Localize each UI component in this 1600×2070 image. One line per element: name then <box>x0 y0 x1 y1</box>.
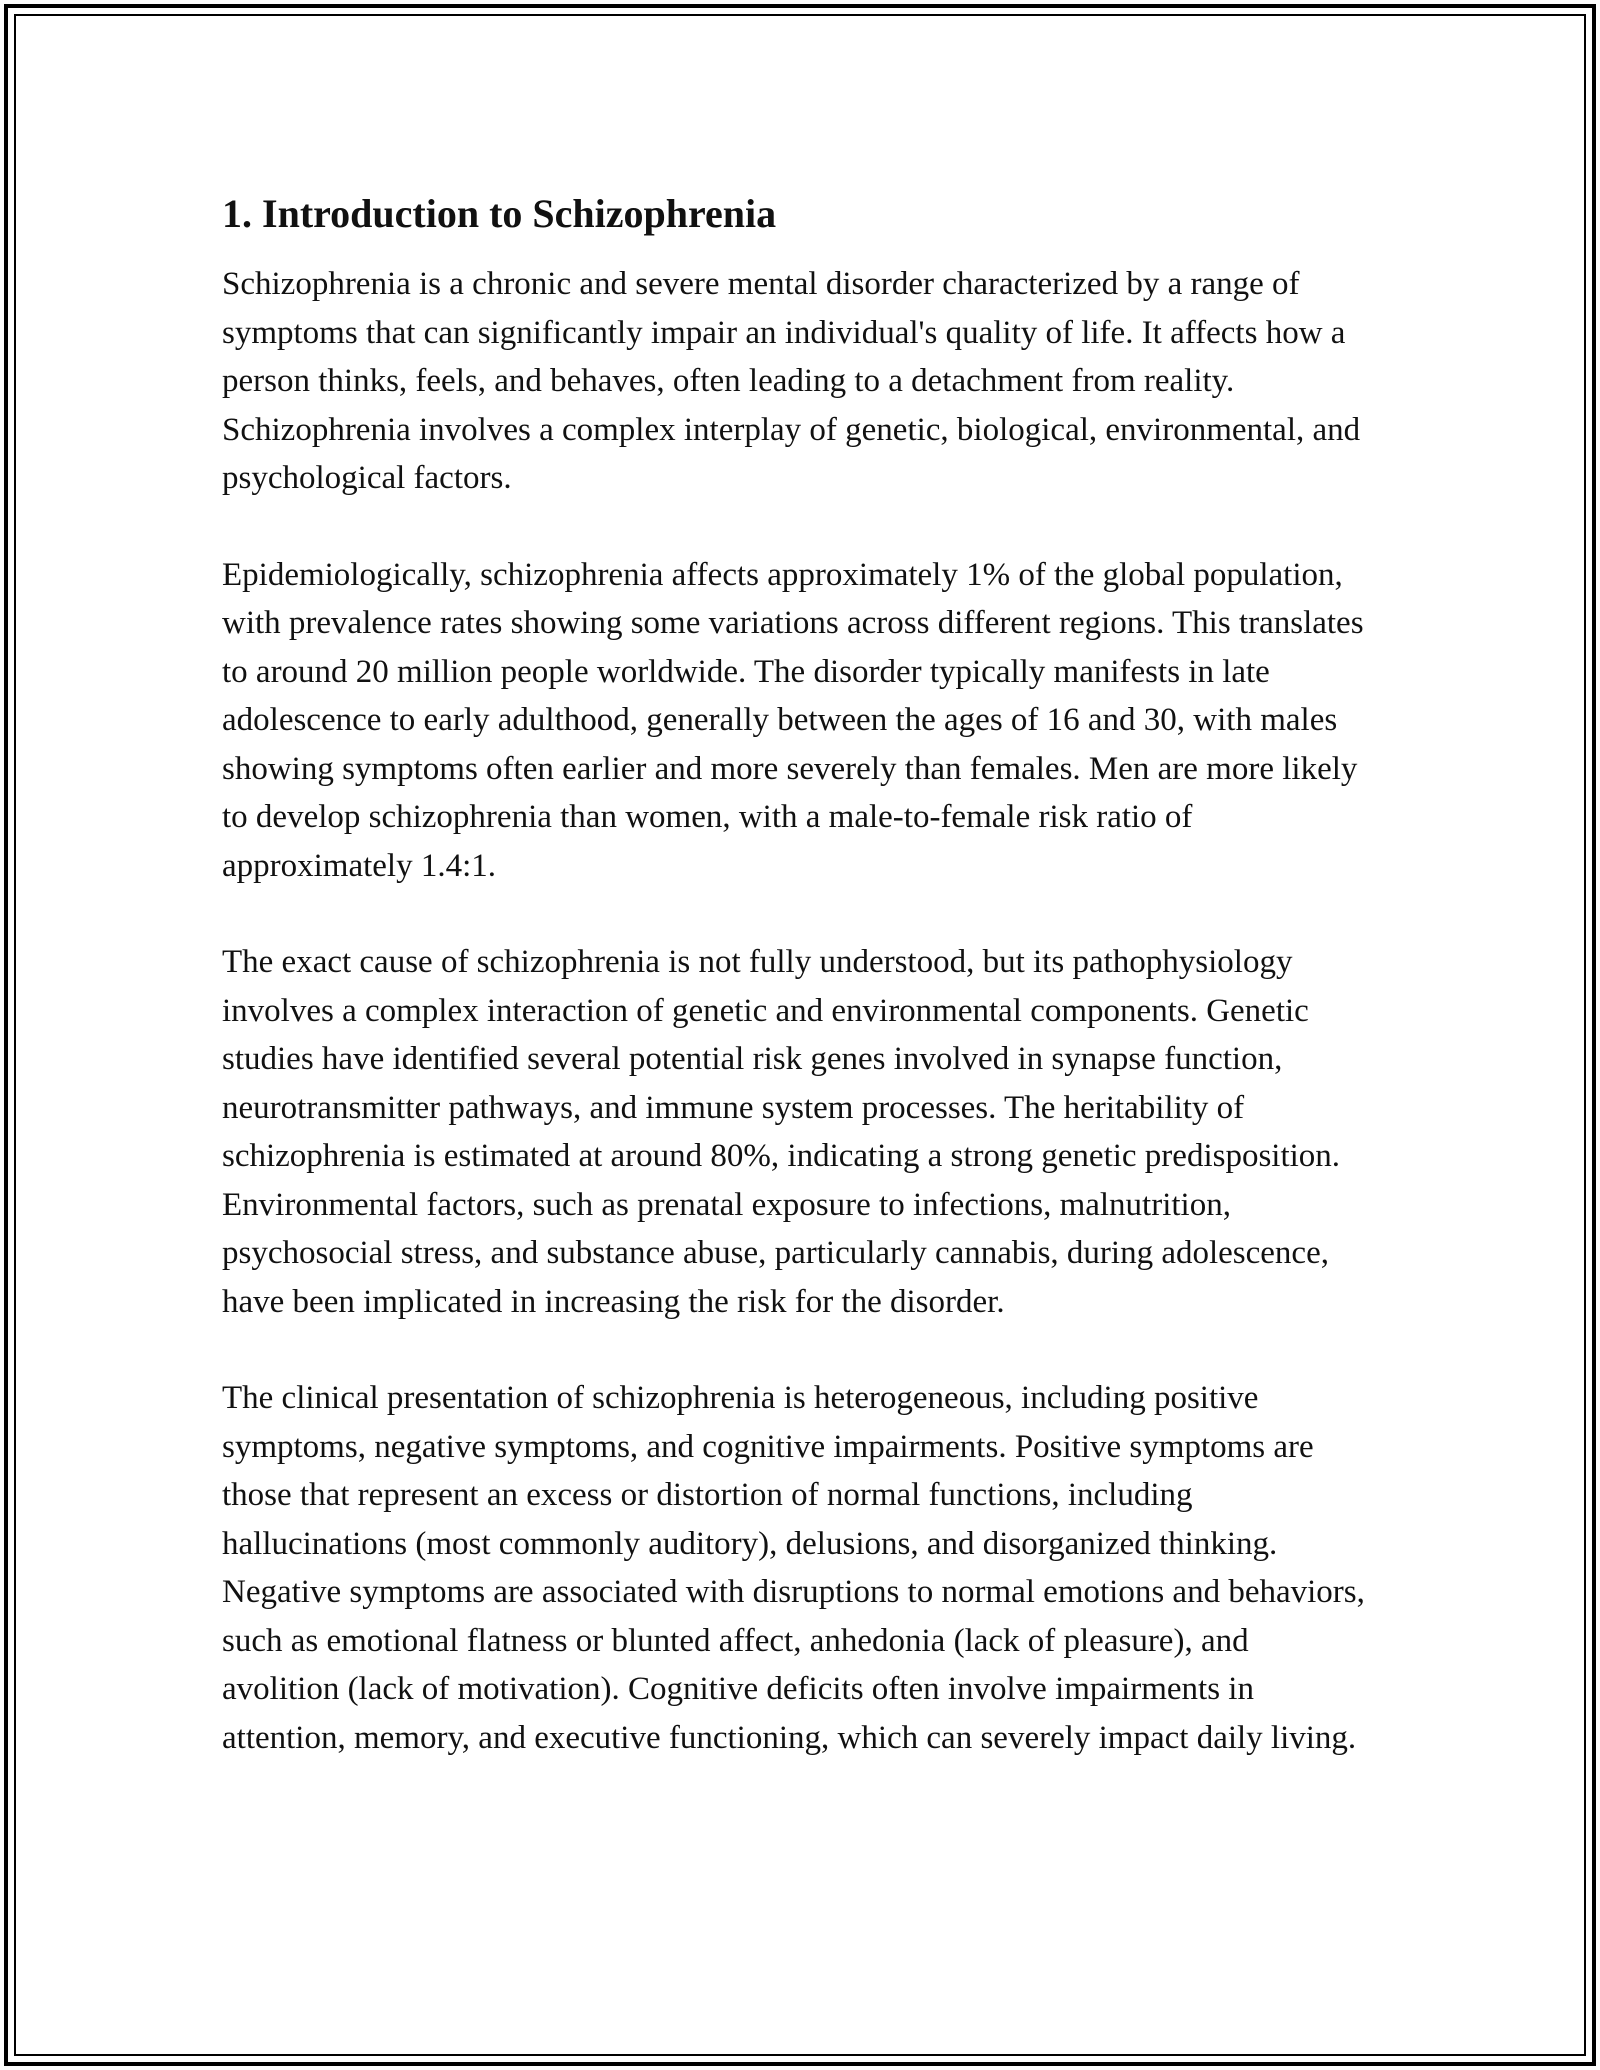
paragraph-clinical-presentation: The clinical presentation of schizophrenia is heterogeneous, including positive symptoms, negative symptoms, and cognitive impairments. Positive symptoms are those that represent an excess or distortion of normal functions, including hallucinations (most commonly auditory), delusions, and disorganized thinking. Negative symptoms are associated with disruptions to normal emotions and behaviors, such as emotional flatness or blunted affect, anhedonia (lack of pleasure), and avolition (lack of motivation). Cognitive deficits often involve impairments in attention, memory, and executive functioning, which can severely impact daily living. <box>222 1380 1365 1756</box>
section-heading: 1. Introduction to Schizophrenia <box>222 191 777 236</box>
document-body <box>222 188 1372 1810</box>
paragraph-definition: Schizophrenia is a chronic and severe mental disorder characterized by a range of symptoms that can significantly impair an individual's quality of life. It affects how a person thinks, feels, and behaves, often leading to a detachment from reality. Schizophrenia involves a complex interplay of genetic, biological, environmental, and psychological factors. <box>222 266 1361 496</box>
paragraph-etiology: The exact cause of schizophrenia is not fully understood, but its pathophysiology involves a complex interaction of genetic and environmental components. Genetic studies have identified several potential risk genes involved in synapse function, neurotransmitter pathways, and immune system processes. The heritability of schizophrenia is estimated at around 80%, indicating a strong genetic predisposition. Environmental factors, such as prenatal exposure to infections, malnutrition, psychosocial stress, and substance abuse, particularly cannabis, during adolescence, have been implicated in increasing the risk for the disorder. <box>222 944 1341 1320</box>
paragraph-epidemiology: Epidemiologically, schizophrenia affects approximately 1% of the global population, with prevalence rates showing some variations across different regions. This translates to around 20 million people worldwide. The disorder typically manifests in late adolescence to early adulthood, generally between the ages of 16 and 30, with males showing symptoms often earlier and more severely than females. Men are more likely to develop schizophrenia than women, with a male-to-female risk ratio of approximately 1.4:1. <box>222 556 1364 884</box>
